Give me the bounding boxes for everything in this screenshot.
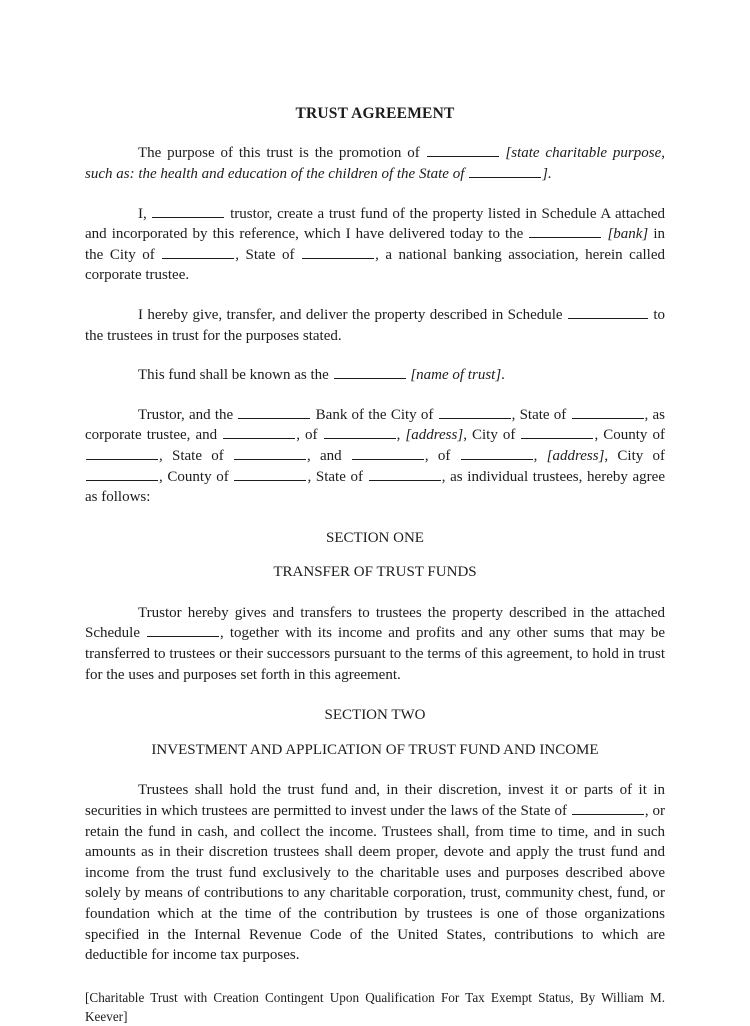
blank-field[interactable] — [461, 447, 533, 460]
page-title: TRUST AGREEMENT — [295, 105, 455, 122]
blank-field[interactable] — [302, 245, 374, 258]
spacer — [85, 508, 665, 528]
spacer — [85, 346, 665, 365]
section-one-title: TRANSFER OF TRUST FUNDS — [273, 564, 477, 581]
spacer — [85, 760, 665, 780]
spacer — [85, 726, 665, 740]
trustees-p6: , City of — [463, 427, 521, 444]
spacer — [85, 548, 665, 562]
trust-name-placeholder: [name of trust] — [410, 367, 502, 384]
give-transfer-part-1: I hereby give, transfer, and deliver the property described in Schedule — [138, 306, 567, 323]
blank-field[interactable] — [521, 426, 593, 439]
paragraph-section-two-body — [85, 780, 665, 965]
document-content — [85, 0, 665, 1026]
blank-field[interactable] — [568, 306, 648, 319]
trustees-p5: , of — [296, 427, 323, 444]
paragraph-trustees-list: Trustor, and the Bank of the City of , State of , as corporate trustee, and , of , [address], City of , County of , State of , and , of , [address], City of , County of , State of , as individual trustees, hereby agree as follows: — [85, 406, 665, 506]
fund-name-part-1: This fund shall be known as the — [138, 367, 333, 384]
trustor-intro-part-1: I, — [138, 205, 152, 222]
section-two-number: SECTION TWO — [324, 707, 426, 724]
trustees-p11: , City of — [604, 447, 665, 464]
blank-field[interactable] — [334, 366, 406, 379]
blank-field[interactable] — [324, 426, 396, 439]
section-two-body-part-1: Trustees shall hold the trust fund and, in their discretion, invest it or parts of it in securities in which trustees are permitted to invest under the laws of the State of — [85, 782, 665, 820]
trustor-intro-part-3: in the City of — [85, 226, 666, 263]
blank-field[interactable] — [147, 624, 219, 637]
section-one-body-part-1: Trustor hereby gives and transfers to trustees the property described in the attached Schedule — [85, 604, 665, 642]
paragraph-section-one-body — [85, 603, 665, 685]
spacer — [85, 185, 665, 204]
footnote-source-citation: [Charitable Trust with Creation Contingent Upon Qualification For Tax Exempt Status, By William M. Keever] — [85, 989, 665, 1024]
spacer — [85, 123, 665, 143]
fund-name-part-2: . — [501, 367, 505, 384]
address-placeholder-1: [address] — [405, 427, 464, 444]
blank-field[interactable] — [572, 405, 644, 418]
spacer — [85, 386, 665, 405]
trustees-p12: , County of — [159, 468, 234, 485]
section-two-body-part-2: , or retain the fund in cash, and collect the income. Trustees shall, from time to time, and in such amounts as in their discretion trustees shall deem proper, devote and apply the trust fund and income from the trust fund exclusively to the charitable uses and purposes described above solely by means of contributions to any charitable corporation, trust, community chest, fund, or foundation which at the time of the contribution by trustees is one of those organizations specified in the Internal Revenue Code of the United States, contributions to which are deductible for income tax purposes. — [85, 803, 665, 964]
trustees-p4: , as corporate trustee, and — [85, 406, 665, 444]
blank-field[interactable] — [529, 225, 601, 238]
blank-field[interactable] — [369, 467, 441, 480]
trustees-p8: , State of — [159, 447, 233, 464]
section-one-body-part-2: , together with its income and profits and any other sums that may be transferred to trustees or their successors pursuant to the terms of this agreement, to hold in trust for the uses and purposes set forth in this agreement. — [85, 625, 665, 683]
blank-field[interactable] — [469, 165, 541, 178]
spacer — [85, 286, 665, 305]
spacer — [85, 583, 665, 603]
spacer — [85, 966, 665, 988]
blank-field[interactable] — [572, 802, 644, 815]
blank-field[interactable] — [162, 245, 234, 258]
section-two-title: INVESTMENT AND APPLICATION OF TRUST FUND AND INCOME — [151, 741, 599, 758]
trustees-p10: , of — [424, 447, 460, 464]
trustor-intro-part-5: , a national banking association, herein called corporate trustee. — [85, 246, 665, 284]
blank-field[interactable] — [152, 204, 224, 217]
blank-field[interactable] — [86, 467, 158, 480]
spacer — [85, 685, 665, 705]
section-one-number: SECTION ONE — [326, 529, 424, 546]
purpose-italic-note-2: ]. — [542, 165, 552, 182]
paragraph-give-transfer — [85, 305, 665, 346]
give-transfer-part-2: to the trustees in trust for the purposes stated. — [85, 306, 666, 344]
trustor-intro-part-2: trustor, create a trust fund of the property listed in Schedule A attached and incorporated by this reference, which I have delivered today to the — [85, 205, 665, 243]
trustees-p1: Trustor, and the — [138, 406, 238, 423]
blank-field[interactable] — [238, 405, 310, 418]
purpose-italic-note-1: [state charitable purpose, such as: the health and education of the children of the State of — [85, 145, 665, 182]
trustees-p2: Bank of the City of — [311, 406, 438, 423]
blank-field[interactable] — [427, 144, 499, 157]
blank-field[interactable] — [234, 447, 306, 460]
purpose-lead: The purpose of this trust is the promotion of — [138, 145, 426, 162]
paragraph-trustor-intro — [85, 204, 665, 286]
trustees-p9: , and — [306, 447, 351, 464]
blank-field[interactable] — [86, 447, 158, 460]
blank-field[interactable] — [223, 426, 295, 439]
trustor-intro-part-4: , State of — [235, 246, 302, 263]
blank-field[interactable] — [234, 467, 306, 480]
trustees-p3: , State of — [511, 406, 571, 423]
address-placeholder-2: [address] — [546, 447, 605, 464]
blank-field[interactable] — [439, 405, 511, 418]
paragraph-fund-name — [85, 365, 665, 386]
trustees-p13: , State of — [307, 468, 368, 485]
blank-field[interactable] — [352, 447, 424, 460]
paragraph-purpose — [85, 143, 665, 184]
bank-placeholder: [bank] — [607, 226, 649, 243]
trustees-p14: , as individual trustees, hereby agree as follows: — [85, 468, 665, 506]
trustees-p7: , County of — [594, 427, 665, 444]
